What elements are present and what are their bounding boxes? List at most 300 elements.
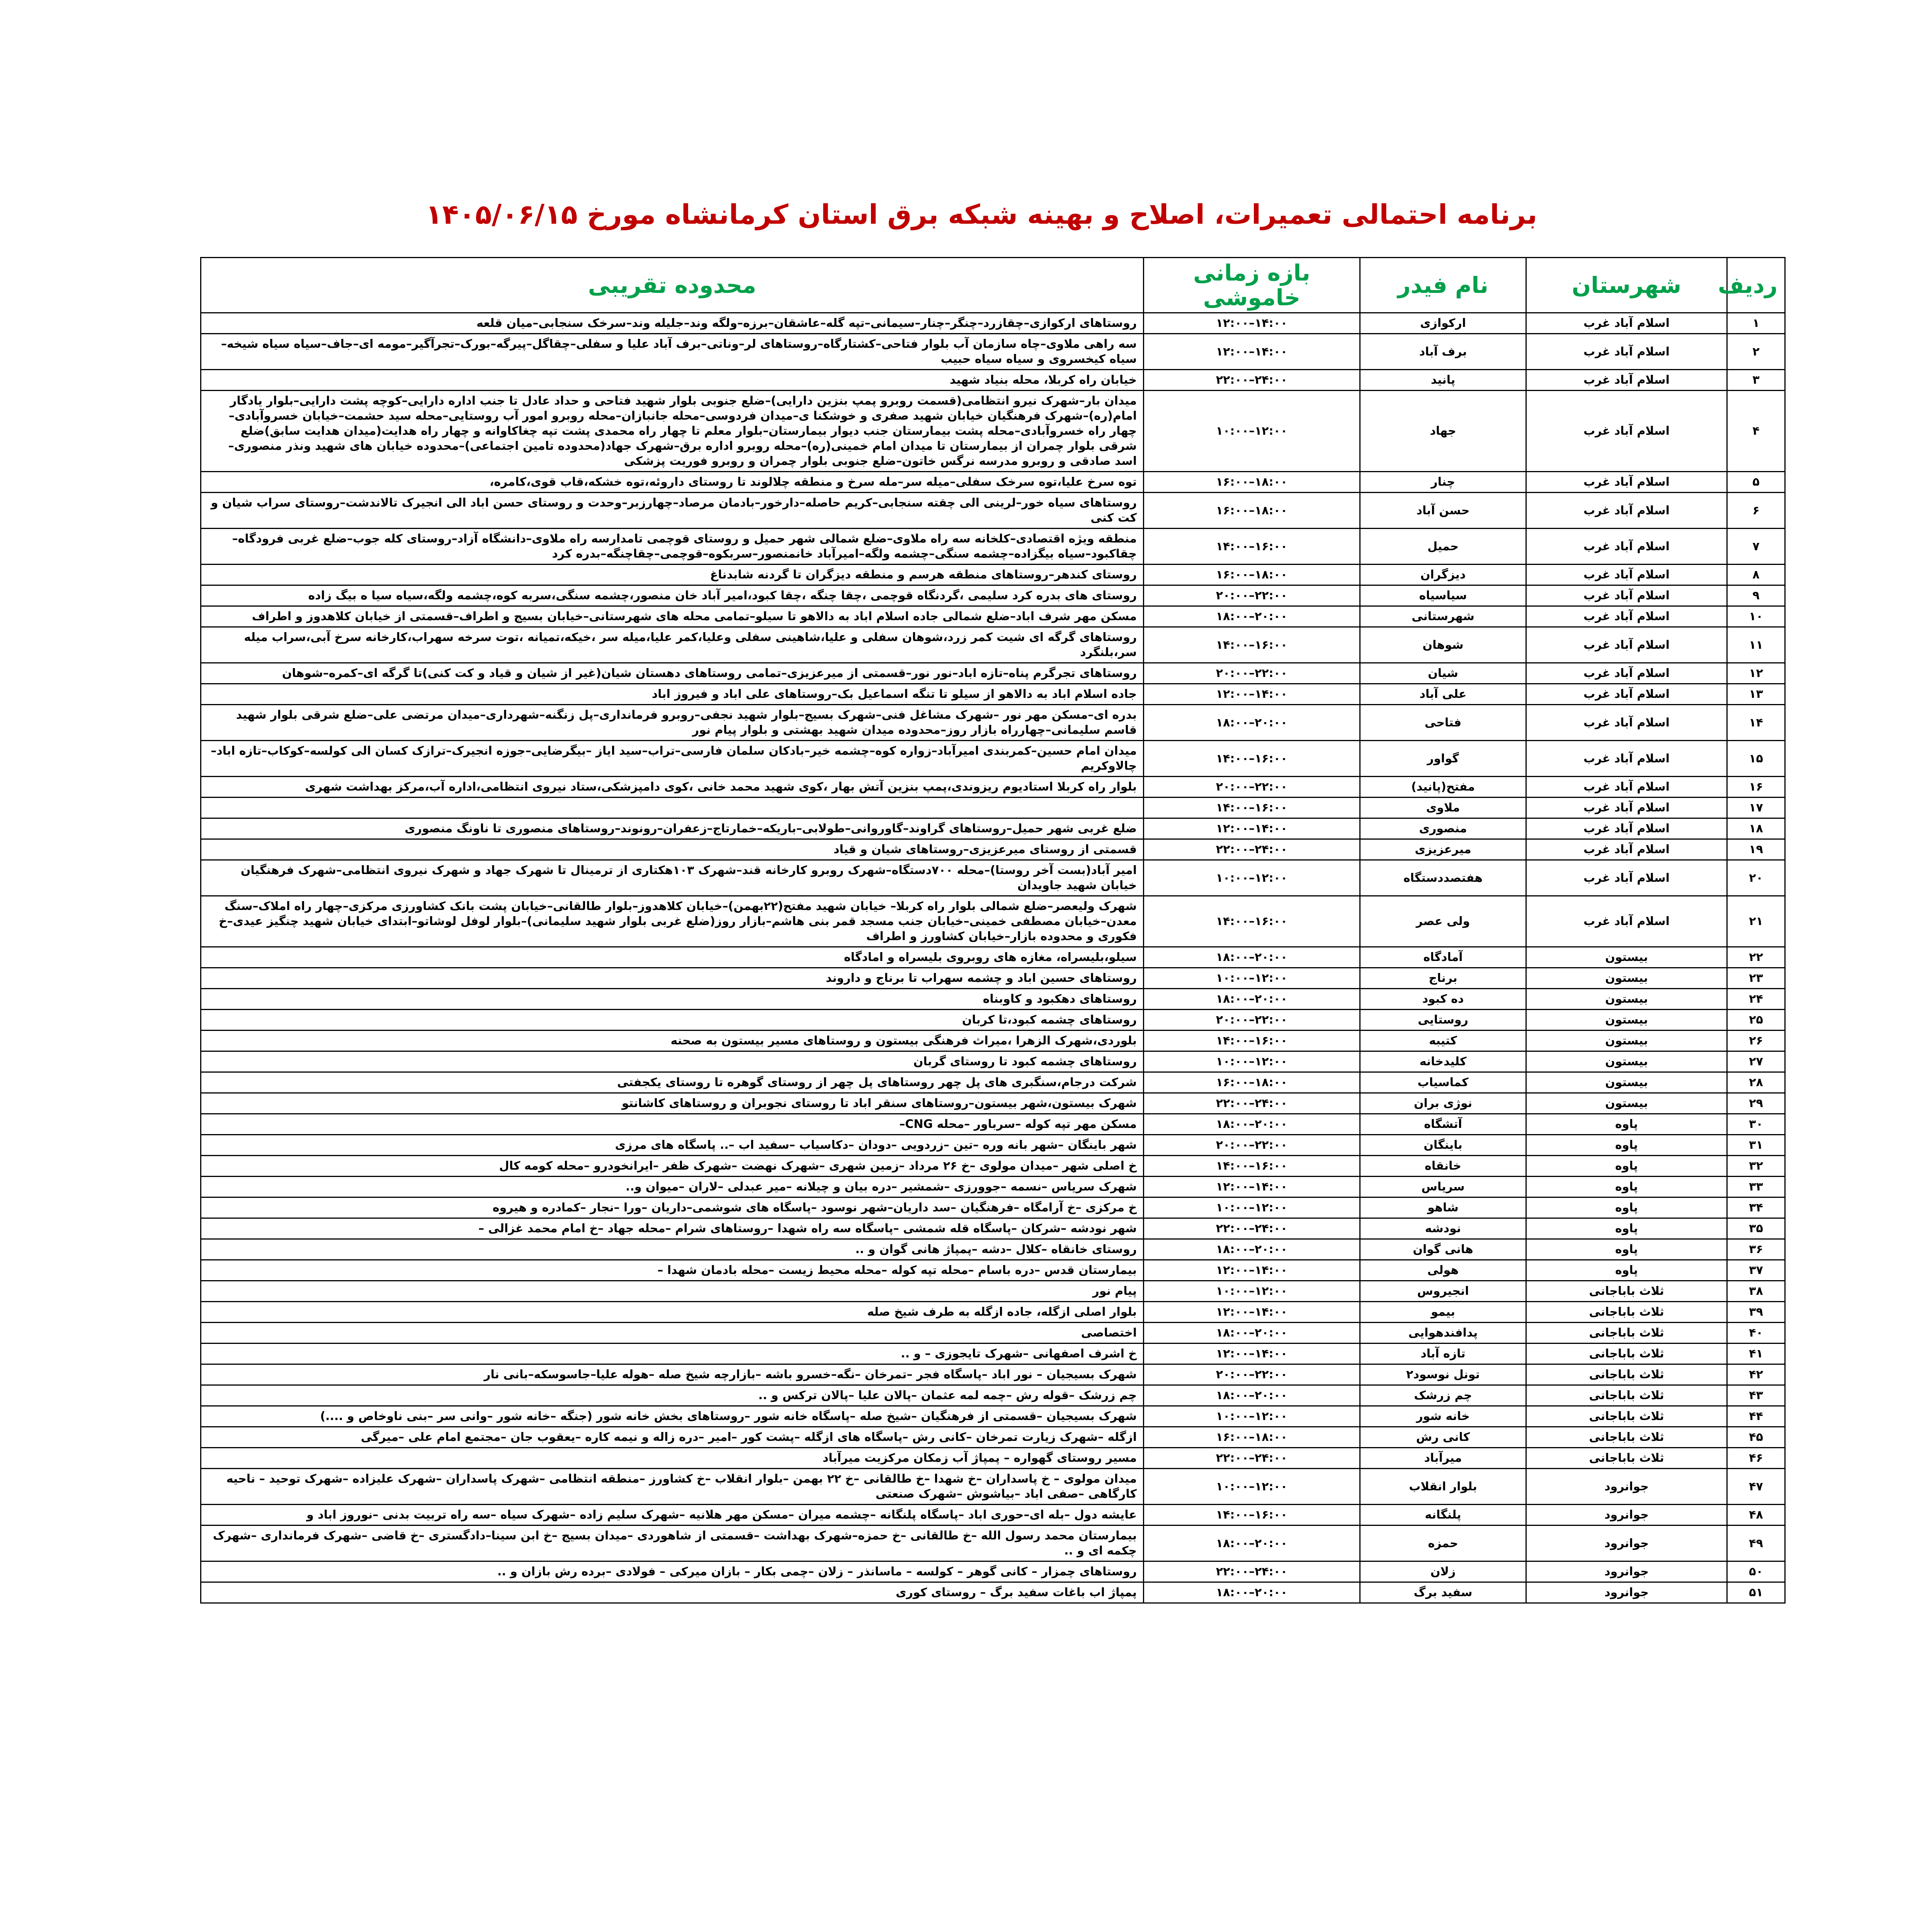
city-cell: اسلام آباد غرب [1526,391,1727,472]
feeder-cell: کانی رش [1360,1427,1526,1448]
time-cell: ۱۸:۰۰–۲۰:۰۰ [1144,989,1360,1010]
city-cell: اسلام آباد غرب [1526,585,1727,606]
area-cell: بیمارستان محمد رسول الله –خ طالقانی –خ حمزه–شهرک بهداشت –قسمتی از شاهوردی –میدان بسیج –خ ابن سینا–دادگستری –خ قاضی –شهرک فرمانداری –شهرک چکمه ای و .. [201,1526,1144,1561]
row-number-cell: ۴۷ [1727,1469,1785,1505]
row-number-cell: ۲۹ [1727,1093,1785,1114]
header-time: بازه زمانی خاموشی [1144,258,1360,313]
area-cell [201,798,1144,818]
time-cell: ۱۴:۰۰–۱۶:۰۰ [1144,1031,1360,1051]
table-row [201,472,1785,493]
table-row [201,1323,1785,1344]
table-row [201,798,1785,818]
table-header-row [201,258,1785,313]
area-cell: شهرک ولیعصر–ضلع شمالی بلوار راه کربلا– خیابان شهید مفتح(۲۲بهمن)–خیابان کلاهدوز–بلوار طالقانی–خیابان پشت بانک کشاورزی مرکزی–چهار راه املاک–سنگ معدن–خیابان مصطفی خمینی–خیابان جنب مسجد قمر بنی هاشم–بازار روز(ضلع غربی بلوار شهید سلیمانی)–بلوار لوفل لوشاتو–ابتدای خیابان شهید چنگیز عیدی–خ فکوری و محدوده بازار–خیابان کشاورز و اطراف [201,896,1144,947]
table-row [201,1031,1785,1051]
area-cell: امیر آباد(بست آخر روستا)–محله ۷۰۰دستگاه–شهرک روبرو کارخانه قند–شهرک ۱۰۳هکتاری از ترمینال تا شهرک جهاد و شهرک نیروی انتظامی–شهرک فرهنگیان خیابان شهید جاویدان [201,860,1144,896]
city-cell: ثلاث باباجانی [1526,1323,1727,1344]
row-number-cell: ۵۱ [1727,1582,1785,1603]
city-cell: پاوه [1526,1156,1727,1177]
time-cell: ۱۸:۰۰–۲۰:۰۰ [1144,947,1360,968]
area-cell: روستاهای تجرگرم پناه–تازه اباد–نور نور–قسمتی از میرعزیزی–تمامی روستاهای دهستان شیان(غیر از شیان و قیاد و کت کنی)تا گرگه ای–کمره–شوهان [201,663,1144,684]
time-cell: ۱۲:۰۰–۱۴:۰۰ [1144,1302,1360,1323]
table-row [201,989,1785,1010]
table-row [201,839,1785,860]
row-number-cell: ۳۰ [1727,1114,1785,1135]
row-number-cell: ۵ [1727,472,1785,493]
row-number-cell: ۱ [1727,313,1785,334]
city-cell: ثلاث باباجانی [1526,1281,1727,1302]
time-cell: ۲۲:۰۰–۲۴:۰۰ [1144,1218,1360,1239]
city-cell: اسلام آباد غرب [1526,818,1727,839]
city-cell: پاوه [1526,1135,1727,1156]
row-number-cell: ۱۵ [1727,741,1785,777]
time-cell: ۲۰:۰۰–۲۲:۰۰ [1144,1364,1360,1385]
table-row [201,1406,1785,1427]
row-number-cell: ۱۳ [1727,684,1785,705]
city-cell: اسلام آباد غرب [1526,606,1727,627]
time-cell: ۱۰:۰۰–۱۲:۰۰ [1144,1197,1360,1218]
area-cell: میدان بار–شهرک نیرو انتظامی(قسمت روبرو پمپ بنزین دارایی)–ضلع جنوبی بلوار شهید فتاحی و حداد عادل تا جنب اداره دارایی–کوچه پشت دارایی–بلوار یادگار امام(ره)–شهرک فرهنگیان خیابان شهید صفری و خوشکنا ی–میدان فردوسی–محله جانبازان–محله روبرو امور آب روستایی–محله سید حشمت–خیابان خسروآبادی–چهار راه خسروآبادی–محله پشت بیمارستان جنب دیوار بیمارستان–بلوار معلم تا چهار راه محمدی پشت تپه چغاکاوانه و چهار راه هدایت(میدان هدایت سابق)ضلع شرقی بلوار چمران از بیمارستان تا میدان امام خمینی(ره)–محله روبرو اداره برق–شهرک جهاد(محدوده تامین اجتماعی)–محدوده خیابان های شهید ونذر منصوری–اسد صادقی و روبرو مدرسه نرگس خاتون–ضلع جنوبی بلوار چمران و روبرو فوریت پزشکی [201,391,1144,472]
time-cell: ۲۰:۰۰–۲۲:۰۰ [1144,1010,1360,1031]
area-cell: شهرک سریاس –نسمه –جوورزی –شمشیر –دره بیان و چیلانه –میر عبدلی –لاران –میوان و.. [201,1177,1144,1197]
table-row [201,1505,1785,1526]
city-cell: اسلام آباد غرب [1526,798,1727,818]
row-number-cell: ۴۲ [1727,1364,1785,1385]
city-cell: اسلام آباد غرب [1526,472,1727,493]
table-row [201,606,1785,627]
area-cell: شهرک بسیجیان – نور اباد –پاسگاه فجر –تمرخان –نگه–خسرو باشه –بازارچه شیخ صله –هوله علیا–جاسوسکه–بانی نار [201,1364,1144,1385]
area-cell: خ مرکزی –خ آرامگاه –فرهنگیان –سد داریان–شهر نوسود –پاسگاه های شوشمی–داریان –ورا –نجار –کمادره و هیروه [201,1197,1144,1218]
table-row [201,1427,1785,1448]
row-number-cell: ۲۱ [1727,896,1785,947]
city-cell: بیستون [1526,1010,1727,1031]
area-cell: روستاهای چمزار – کانی گوهر – کولسه – ماسانذر – زلان –چمی بکار – بازان میرکی – فولادی –برده رش بازان و .. [201,1561,1144,1582]
row-number-cell: ۴۸ [1727,1505,1785,1526]
city-cell: ثلاث باباجانی [1526,1302,1727,1323]
table-row [201,1385,1785,1406]
table-row [201,684,1785,705]
area-cell: جاده اسلام اباد به دالاهو از سیلو تا تنگه اسماعیل بک–روستاهای علی اباد و فیروز اباد [201,684,1144,705]
table-row [201,1582,1785,1603]
row-number-cell: ۳۱ [1727,1135,1785,1156]
row-number-cell: ۴۵ [1727,1427,1785,1448]
time-cell: ۱۸:۰۰–۲۰:۰۰ [1144,1385,1360,1406]
city-cell: اسلام آباد غرب [1526,529,1727,565]
feeder-cell: نودشه [1360,1218,1526,1239]
feeder-cell: جهاد [1360,391,1526,472]
time-cell: ۱۸:۰۰–۲۰:۰۰ [1144,606,1360,627]
row-number-cell: ۶ [1727,493,1785,529]
row-number-cell: ۲۲ [1727,947,1785,968]
time-cell: ۲۰:۰۰–۲۲:۰۰ [1144,663,1360,684]
city-cell: اسلام آباد غرب [1526,860,1727,896]
row-number-cell: ۴ [1727,391,1785,472]
city-cell: پاوه [1526,1177,1727,1197]
table-row [201,334,1785,370]
header-area: محدوده تقریبی [201,258,1144,313]
time-cell: ۱۴:۰۰–۱۶:۰۰ [1144,798,1360,818]
feeder-cell: میرعزیزی [1360,839,1526,860]
feeder-cell: برف آباد [1360,334,1526,370]
time-cell: ۲۰:۰۰–۲۲:۰۰ [1144,1135,1360,1156]
area-cell: شهرک بسیجیان –قسمتی از فرهنگیان –شیخ صله –پاسگاه خانه شور –روستاهای بخش خانه شور (جنگه –خانه شور –وانی سر –بنی ناوخاص و ....) [201,1406,1144,1427]
time-cell: ۱۲:۰۰–۱۴:۰۰ [1144,1177,1360,1197]
feeder-cell: شاهو [1360,1197,1526,1218]
row-number-cell: ۲۴ [1727,989,1785,1010]
feeder-cell: شوهان [1360,627,1526,663]
outage-schedule-table [200,257,1786,1604]
table-row [201,370,1785,391]
row-number-cell: ۳۲ [1727,1156,1785,1177]
feeder-cell: خانقاه [1360,1156,1526,1177]
city-cell: بیستون [1526,947,1727,968]
city-cell: جوانرود [1526,1469,1727,1505]
row-number-cell: ۴۹ [1727,1526,1785,1561]
area-cell: بلوار اصلی ازگله، جاده ازگله به طرف شیخ صله [201,1302,1144,1323]
city-cell: پاوه [1526,1218,1727,1239]
feeder-cell: شهرستانی [1360,606,1526,627]
area-cell: خ اصلی شهر –میدان مولوی –خ ۲۶ مرداد –زمین شهری –شهرک نهضت –شهرک ظفر –ایرانخودرو –محله کومه کال [201,1156,1144,1177]
time-cell: ۱۴:۰۰–۱۶:۰۰ [1144,1505,1360,1526]
feeder-cell: کماسیاب [1360,1072,1526,1093]
feeder-cell: هفتصددستگاه [1360,860,1526,896]
feeder-cell: سفید برگ [1360,1582,1526,1603]
city-cell: ثلاث باباجانی [1526,1344,1727,1364]
feeder-cell: میرآباد [1360,1448,1526,1469]
feeder-cell: ملاوی [1360,798,1526,818]
area-cell: بلوردی،شهرک الزهرا ،میراث فرهنگی بیستون و روستاهای مسیر بیستون به صحنه [201,1031,1144,1051]
table-row [201,1218,1785,1239]
feeder-cell: گواور [1360,741,1526,777]
time-cell: ۱۸:۰۰–۲۰:۰۰ [1144,1239,1360,1260]
feeder-cell: هانی گوان [1360,1239,1526,1260]
area-cell: ازگله –شهرک زیارت تمرخان –کانی رش –پاسگاه های ازگله –پشت کور –امیر –دره زاله و نیمه کاره –یعقوب جان –مجتمع امام علی –میرگی [201,1427,1144,1448]
row-number-cell: ۳ [1727,370,1785,391]
area-cell: روستاهای ارکوازی–چقازرد–چنگر–چنار–سیمانی–تپه گله–عاشقان–برزه–ولگه وند–جلیله وند–سرخک سنجابی–میان قلعه [201,313,1144,334]
area-cell: روستاهای چشمه کبود تا روستای گربان [201,1051,1144,1072]
table-row [201,529,1785,565]
city-cell: جوانرود [1526,1561,1727,1582]
area-cell: قسمتی از روستای میرعزیزی–روستاهای شیان و قیاد [201,839,1144,860]
time-cell: ۲۲:۰۰–۲۴:۰۰ [1144,370,1360,391]
table-row [201,585,1785,606]
time-cell: ۱۸:۰۰–۲۰:۰۰ [1144,1526,1360,1561]
table-body [201,313,1785,1603]
feeder-cell: انجیروس [1360,1281,1526,1302]
time-cell: ۱۶:۰۰–۱۸:۰۰ [1144,472,1360,493]
table-row [201,1135,1785,1156]
area-cell: روستای های بدره کرد سلیمی ،گردنگاه قوچمی ،چقا چنگه ،چقا کبود،امیر آباد خان منصور،چشمه سنگی،سربه کوه،چشمه ولگه،سیاه سیا ه بیگ زاده [201,585,1144,606]
table-row [201,1561,1785,1582]
table-row [201,313,1785,334]
feeder-cell: شیان [1360,663,1526,684]
row-number-cell: ۳۷ [1727,1260,1785,1281]
area-cell: بلوار راه کربلا استادیوم ریزوندی،پمپ بنزین آتش بهار ،کوی شهید محمد خانی ،کوی دامپزشکی،ستاد نیروی انتظامی،اداره آب،مرکز بهداشت شهری [201,777,1144,798]
feeder-cell: خانه شور [1360,1406,1526,1427]
area-cell: روستای خانقاه –کلال –دشه –پمپاژ هانی گوان و .. [201,1239,1144,1260]
feeder-cell: هولی [1360,1260,1526,1281]
feeder-cell: باینگان [1360,1135,1526,1156]
time-cell: ۱۲:۰۰–۱۴:۰۰ [1144,1260,1360,1281]
time-cell: ۲۲:۰۰–۲۴:۰۰ [1144,1448,1360,1469]
city-cell: بیستون [1526,1093,1727,1114]
city-cell: اسلام آباد غرب [1526,741,1727,777]
time-cell: ۲۲:۰۰–۲۴:۰۰ [1144,1561,1360,1582]
row-number-cell: ۴۴ [1727,1406,1785,1427]
feeder-cell: پدافندهوایی [1360,1323,1526,1344]
row-number-cell: ۳۴ [1727,1197,1785,1218]
header-row-number: ردیف [1727,258,1785,313]
time-cell: ۱۲:۰۰–۱۴:۰۰ [1144,818,1360,839]
area-cell: روستاهای حسین اباد و چشمه سهراب تا برناج و داروند [201,968,1144,989]
feeder-cell: حمزه [1360,1526,1526,1561]
feeder-cell: دیزگران [1360,565,1526,585]
time-cell: ۱۲:۰۰–۱۴:۰۰ [1144,334,1360,370]
table-row [201,1260,1785,1281]
feeder-cell: آمادگاه [1360,947,1526,968]
time-cell: ۱۴:۰۰–۱۶:۰۰ [1144,627,1360,663]
area-cell: پیام نور [201,1281,1144,1302]
feeder-cell: نوژی بران [1360,1093,1526,1114]
row-number-cell: ۹ [1727,585,1785,606]
table-row [201,1072,1785,1093]
table-row [201,818,1785,839]
feeder-cell: تازه آباد [1360,1344,1526,1364]
feeder-cell: تونل نوسود۲ [1360,1364,1526,1385]
area-cell: مسیر روستای گهواره – پمپاژ آب زمکان مرکزیت میرآباد [201,1448,1144,1469]
row-number-cell: ۱۶ [1727,777,1785,798]
city-cell: جوانرود [1526,1526,1727,1561]
feeder-cell: چنار [1360,472,1526,493]
time-cell: ۱۶:۰۰–۱۸:۰۰ [1144,1072,1360,1093]
city-cell: پاوه [1526,1260,1727,1281]
page-title: برنامه احتمالی تعمیرات، اصلاح و بهینه شبکه برق استان کرمانشاه مورخ ۱۴۰۵/۰۶/۱۵ [425,199,1537,230]
area-cell: مسکن مهر تپه کوله –سرباور –محله CNG– [201,1114,1144,1135]
table-row [201,663,1785,684]
table-row [201,565,1785,585]
table-row [201,705,1785,741]
table-row [201,968,1785,989]
row-number-cell: ۳۳ [1727,1177,1785,1197]
city-cell: اسلام آباد غرب [1526,705,1727,741]
row-number-cell: ۱۹ [1727,839,1785,860]
table-row [201,947,1785,968]
feeder-cell: مفتح(پانید) [1360,777,1526,798]
area-cell: شهر باینگان –شهر بانه وره –تین –زردویی –دودان –دکاسیاب –سفید اب –.. پاسگاه های مرزی [201,1135,1144,1156]
time-cell: ۱۲:۰۰–۱۴:۰۰ [1144,684,1360,705]
city-cell: بیستون [1526,1051,1727,1072]
table-row [201,1051,1785,1072]
feeder-cell: کلیدخانه [1360,1051,1526,1072]
row-number-cell: ۴۶ [1727,1448,1785,1469]
area-cell: ضلع غربی شهر حمیل–روستاهای گراوند–گاوروانی–طولابی–باریکه–خمارتاج–زعفران–رونوند–روستاهای منصوری تا ناونگ منصوری [201,818,1144,839]
row-number-cell: ۱۱ [1727,627,1785,663]
time-cell: ۲۲:۰۰–۲۴:۰۰ [1144,1093,1360,1114]
time-cell: ۱۲:۰۰–۱۴:۰۰ [1144,1344,1360,1364]
city-cell: اسلام آباد غرب [1526,565,1727,585]
area-cell: خیابان راه کربلا، محله بنیاد شهید [201,370,1144,391]
area-cell: منطقه ویژه اقتصادی–کلخانه سه راه ملاوی–ضلع شمالی شهر حمیل و روستای قوچمی تامدارسه راه ملاوی–دانشگاه آزاد–روستای کله جوب–ضلع غربی فرودگاه–چقاکبود–سیاه بیگزاده–چشمه سنگی–چشمه ولگه–امیرآباد خانمنصور–سربکوه–قوچمی–چقاچنگه–بدره کرد [201,529,1144,565]
area-cell: روستاهای دهکبود و کاوبناه [201,989,1144,1010]
table-row [201,1197,1785,1218]
city-cell: اسلام آباد غرب [1526,334,1727,370]
row-number-cell: ۲۰ [1727,860,1785,896]
row-number-cell: ۴۱ [1727,1344,1785,1364]
city-cell: جوانرود [1526,1505,1727,1526]
time-cell: ۱۴:۰۰–۱۶:۰۰ [1144,741,1360,777]
feeder-cell: روستایی [1360,1010,1526,1031]
feeder-cell: علی آباد [1360,684,1526,705]
row-number-cell: ۳۵ [1727,1218,1785,1239]
row-number-cell: ۲۸ [1727,1072,1785,1093]
feeder-cell: ولی عصر [1360,896,1526,947]
city-cell: جوانرود [1526,1582,1727,1603]
time-cell: ۲۲:۰۰–۲۴:۰۰ [1144,839,1360,860]
feeder-cell: آتشگاه [1360,1114,1526,1135]
time-cell: ۱۴:۰۰–۱۶:۰۰ [1144,1156,1360,1177]
time-cell: ۱۸:۰۰–۲۰:۰۰ [1144,1582,1360,1603]
city-cell: اسلام آباد غرب [1526,684,1727,705]
area-cell: میدان امام حسین–کمربندی امیرآباد–زواره کوه–چشمه خیر–بادکان سلمان فارسی–تراب–سید ایاز –بیگرضایی–جوزه انجیرک–ترازک کسان الی کولسه–کوکاب–تازه اباد–چالاوکریم [201,741,1144,777]
city-cell: پاوه [1526,1239,1727,1260]
city-cell: بیستون [1526,989,1727,1010]
feeder-cell: ده کبود [1360,989,1526,1010]
area-cell: روستاهای چشمه کبود،تا کربان [201,1010,1144,1031]
area-cell: پمپاژ اب باغات سفید برگ – روستای کوری [201,1582,1144,1603]
time-cell: ۱۰:۰۰–۱۲:۰۰ [1144,1469,1360,1505]
row-number-cell: ۴۰ [1727,1323,1785,1344]
feeder-cell: چم زرشک [1360,1385,1526,1406]
time-cell: ۱۸:۰۰–۲۰:۰۰ [1144,705,1360,741]
table-row [201,860,1785,896]
feeder-cell: فتاحی [1360,705,1526,741]
city-cell: اسلام آباد غرب [1526,627,1727,663]
time-cell: ۱۸:۰۰–۲۰:۰۰ [1144,1323,1360,1344]
time-cell: ۱۲:۰۰–۱۴:۰۰ [1144,313,1360,334]
feeder-cell: زلان [1360,1561,1526,1582]
time-cell: ۱۶:۰۰–۱۸:۰۰ [1144,1427,1360,1448]
table-row [201,896,1785,947]
city-cell: اسلام آباد غرب [1526,663,1727,684]
feeder-cell: پلنگانه [1360,1505,1526,1526]
header-city: شهرستان [1526,258,1727,313]
area-cell: سیلو،بلیسراه، مغازه های روبروی بلیسراه و امادگاه [201,947,1144,968]
city-cell: اسلام آباد غرب [1526,896,1727,947]
row-number-cell: ۲۶ [1727,1031,1785,1051]
city-cell: پاوه [1526,1114,1727,1135]
feeder-cell: ارکوازی [1360,313,1526,334]
row-number-cell: ۲۵ [1727,1010,1785,1031]
table-row [201,1114,1785,1135]
area-cell: چم زرشک –قوله رش –چمه لمه عثمان –پالان علیا –پالان ترکس و .. [201,1385,1144,1406]
feeder-cell: سریاس [1360,1177,1526,1197]
row-number-cell: ۳۶ [1727,1239,1785,1260]
city-cell: پاوه [1526,1197,1727,1218]
table-row [201,1448,1785,1469]
time-cell: ۱۰:۰۰–۱۲:۰۰ [1144,391,1360,472]
table-row [201,1364,1785,1385]
table-row [201,1093,1785,1114]
time-cell: ۱۰:۰۰–۱۲:۰۰ [1144,1281,1360,1302]
row-number-cell: ۱۲ [1727,663,1785,684]
table-row [201,1239,1785,1260]
city-cell: اسلام آباد غرب [1526,493,1727,529]
row-number-cell: ۲۷ [1727,1051,1785,1072]
row-number-cell: ۸ [1727,565,1785,585]
table-row [201,1469,1785,1505]
area-cell: شهرک بیستون،شهر بیستون–روستاهای سنقر اباد تا روستای نجوبران و روستاهای کاشانتو [201,1093,1144,1114]
area-cell: مسکن مهر شرف اباد–ضلع شمالی جاده اسلام اباد به دالاهو تا سیلو–تمامی محله های شهرستانی–خیابان بسیج و اطراف–قسمتی از خیابان کلاهدوز و اطراف [201,606,1144,627]
feeder-cell: حسن آباد [1360,493,1526,529]
area-cell: عایشه دول –بله ای–حوری اباد –پاسگاه پلنگانه –چشمه میران –مسکن مهر هلانیه –شهرک سلیم زاده –شهرک سیاه –سه راه تربیت بدنی –نوروز اباد و [201,1505,1144,1526]
table-row [201,493,1785,529]
row-number-cell: ۱۷ [1727,798,1785,818]
area-cell: سه راهی ملاوی–چاه سازمان آب بلوار فتاحی–کشتارگاه–روستاهای لر–وناتی–برف آباد علیا و سفلی–چقاگل–پیرگه–بورک–تجرآگیر–مومه ای–جاف–سیاه سیاه شیخه–سیاه کیخسروی و سیاه سیاه حبیب [201,334,1144,370]
table-row [201,777,1785,798]
time-cell: ۱۶:۰۰–۱۸:۰۰ [1144,565,1360,585]
time-cell: ۱۴:۰۰–۱۶:۰۰ [1144,896,1360,947]
feeder-cell: بیمو [1360,1302,1526,1323]
city-cell: بیستون [1526,968,1727,989]
area-cell: توه سرخ علیا،توه سرخک سفلی–میله سر–مله سرخ و منطقه چلالوند تا روستای داروئه،توه خشکه،قاب قوی،کامره، [201,472,1144,493]
time-cell: ۱۴:۰۰–۱۶:۰۰ [1144,529,1360,565]
city-cell: ثلاث باباجانی [1526,1406,1727,1427]
time-cell: ۱۸:۰۰–۲۰:۰۰ [1144,1114,1360,1135]
time-cell: ۱۰:۰۰–۱۲:۰۰ [1144,860,1360,896]
feeder-cell: پانید [1360,370,1526,391]
row-number-cell: ۷ [1727,529,1785,565]
city-cell: اسلام آباد غرب [1526,777,1727,798]
table-row [201,1281,1785,1302]
city-cell: بیستون [1526,1072,1727,1093]
row-number-cell: ۲۳ [1727,968,1785,989]
feeder-cell: برناج [1360,968,1526,989]
area-cell: روستاهای گرگه ای شیت کمر زرد،شوهان سفلی و علیا،شاهینی سفلی وعلیا،کمر علیا،میله سر ،خیکه،تمیانه ،توت سرخه سهراب،کارخانه سرخ آبی،سراب میله سر،بلنگرد [201,627,1144,663]
area-cell: شهر نودشه –شرکان –پاسگاه قله شمشی –پاسگاه سه راه شهدا –روستاهای شرام –محله جهاد –خ امام محمد غزالی – [201,1218,1144,1239]
table-row [201,1156,1785,1177]
row-number-cell: ۲ [1727,334,1785,370]
header-feeder: نام فیدر [1360,258,1526,313]
city-cell: ثلاث باباجانی [1526,1364,1727,1385]
area-cell: روستاهای سیاه خور–لرینی الی چقته سنجابی–کریم حاصله–دارخور–بادمان مرصاد–چهارزبر–وحدت و روستای حسن اباد الی انجیرک تالاندشت–روستای سراب شیان و کت کنی [201,493,1144,529]
city-cell: اسلام آباد غرب [1526,370,1727,391]
city-cell: ثلاث باباجانی [1526,1427,1727,1448]
feeder-cell: حمیل [1360,529,1526,565]
row-number-cell: ۳۹ [1727,1302,1785,1323]
area-cell: بدره ای–مسکن مهر نور –شهرک مشاغل فنی–شهرک بسیج–بلوار شهید نجفی–روبرو فرمانداری–پل زنگنه–شهرداری–میدان مرتضی علی–ضلع شرقی بلوار شهید قاسم سلیمانی–چهارراه بازار روز–محدوده میدان شهید بهشتی و بلوار پیام نور [201,705,1144,741]
city-cell: ثلاث باباجانی [1526,1385,1727,1406]
table-row [201,391,1785,472]
table-row [201,1344,1785,1364]
city-cell: بیستون [1526,1031,1727,1051]
time-cell: ۲۰:۰۰–۲۲:۰۰ [1144,777,1360,798]
row-number-cell: ۵۰ [1727,1561,1785,1582]
row-number-cell: ۱۴ [1727,705,1785,741]
area-cell: میدان مولوی – خ پاسداران –خ شهدا –خ طالقانی –خ ۲۲ بهمن –بلوار انقلاب –خ کشاورز –منطقه انتظامی –شهرک پاسداران –شهرک علیزاده –شهرک توحید – ناحیه کارگاهی –صفی اباد –بیاشوش –شهرک صنعتی [201,1469,1144,1505]
row-number-cell: ۱۰ [1727,606,1785,627]
row-number-cell: ۴۳ [1727,1385,1785,1406]
area-cell: شرکت درجام،سنگبری های پل چهر روستاهای پل چهر از روستای گوهره تا روستای یکجفتی [201,1072,1144,1093]
feeder-cell: سیاسیاه [1360,585,1526,606]
time-cell: ۱۰:۰۰–۱۲:۰۰ [1144,1406,1360,1427]
area-cell: روستای کندهر–روستاهای منطقه هرسم و منطقه دیزگران تا گردنه شابدناغ [201,565,1144,585]
area-cell: بیمارستان قدس –دره باسام –محله تپه کوله –محله محیط زیست –محله بادمان شهدا – [201,1260,1144,1281]
city-cell: اسلام آباد غرب [1526,313,1727,334]
city-cell: ثلاث باباجانی [1526,1448,1727,1469]
area-cell: اختصاصی [201,1323,1144,1344]
time-cell: ۱۶:۰۰–۱۸:۰۰ [1144,493,1360,529]
table-row [201,741,1785,777]
